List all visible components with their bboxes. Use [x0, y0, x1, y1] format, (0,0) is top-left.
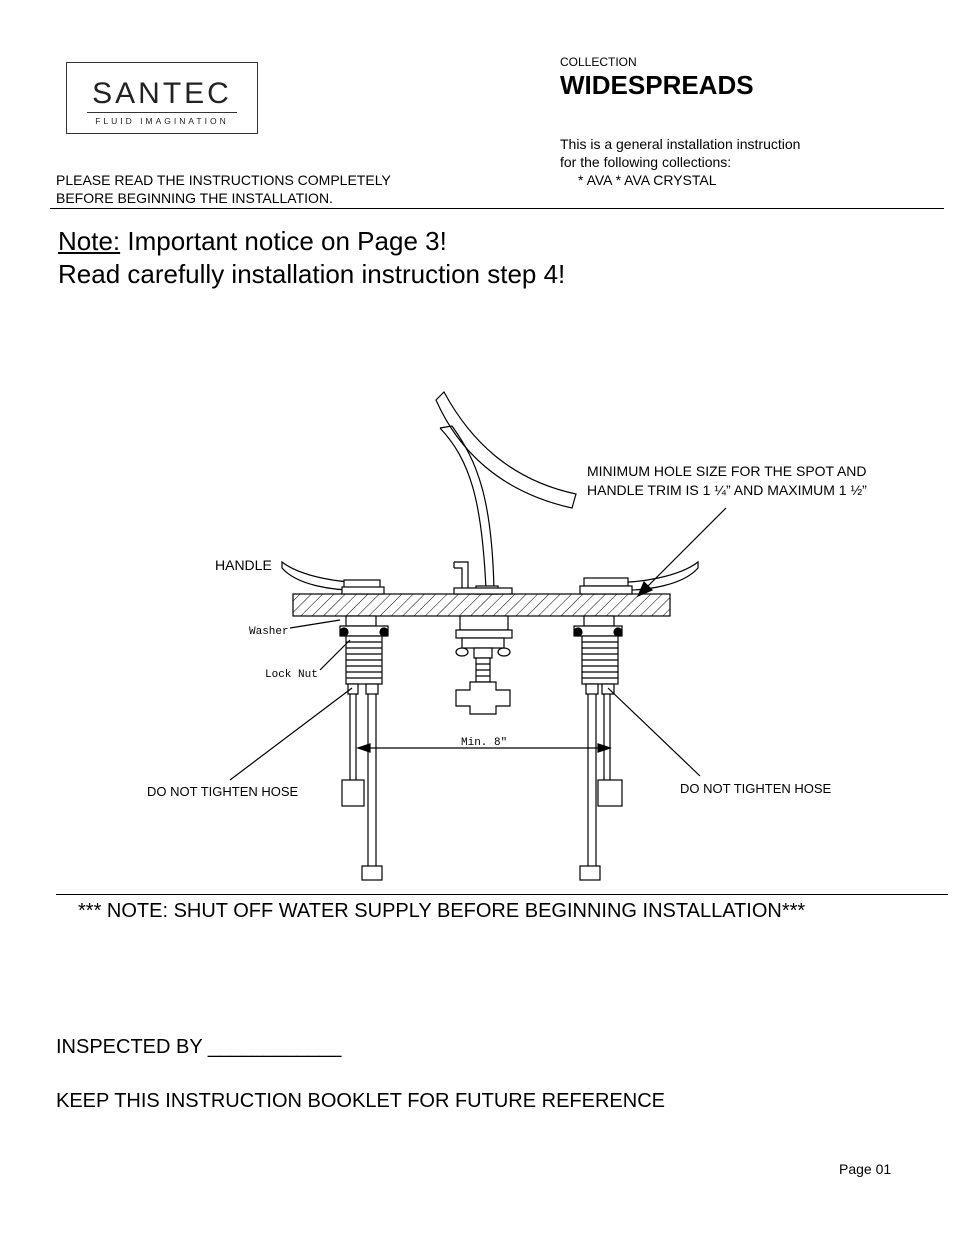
notice-text: Important notice on Page 3!	[120, 226, 447, 256]
left-handle-icon	[282, 562, 384, 594]
hose-left-leader	[230, 688, 352, 780]
right-handle-icon	[580, 562, 698, 594]
lock-nut-label: Lock Nut	[265, 669, 318, 681]
min-hole-size-line1: MINIMUM HOLE SIZE FOR THE SPOT AND	[587, 463, 867, 479]
collection-label: COLLECTION	[560, 55, 637, 69]
handle-label: HANDLE	[215, 557, 272, 573]
logo-name: SANTEC	[92, 77, 232, 110]
logo-tagline: FLUID IMAGINATION	[95, 116, 229, 126]
page-number: Page 01	[839, 1161, 892, 1177]
countertop	[293, 594, 670, 616]
read-instructions-line2: BEFORE BEGINNING THE INSTALLATION.	[56, 190, 333, 206]
footer-divider	[56, 894, 948, 895]
inspected-by-line: INSPECTED BY ____________	[56, 1036, 342, 1058]
important-notice-line2: Read carefully installation instruction step 4!	[58, 259, 566, 289]
keep-booklet-note: KEEP THIS INSTRUCTION BOOKLET FOR FUTURE REFERENCE	[56, 1090, 665, 1112]
hose-right-leader	[608, 688, 700, 776]
note-label: Note:	[58, 226, 121, 256]
collections-list: * AVA * AVA CRYSTAL	[578, 172, 717, 188]
shutoff-water-note: *** NOTE: SHUT OFF WATER SUPPLY BEFORE BEGINNING INSTALLATION***	[78, 900, 806, 922]
dimension-arrow-left	[358, 744, 370, 752]
hose-warning-left: DO NOT TIGHTEN HOSE	[147, 784, 299, 799]
read-instructions-line1: PLEASE READ THE INSTRUCTIONS COMPLETELY	[56, 172, 391, 188]
general-instruction-line2: for the following collections:	[560, 154, 732, 170]
spout-icon	[436, 392, 576, 594]
general-instruction-line1: This is a general installation instruction	[560, 136, 801, 152]
hose-warning-right: DO NOT TIGHTEN HOSE	[680, 781, 832, 796]
min-spacing-label: Min. 8"	[461, 737, 508, 749]
washer-leader	[290, 620, 340, 628]
min-hole-size-line2: HANDLE TRIM IS 1 ¼” AND MAXIMUM 1 ½”	[587, 482, 867, 498]
collection-name: WIDESPREADS	[560, 70, 754, 100]
center-valve-body-icon	[456, 616, 512, 714]
washer-label: Washer	[249, 626, 289, 638]
